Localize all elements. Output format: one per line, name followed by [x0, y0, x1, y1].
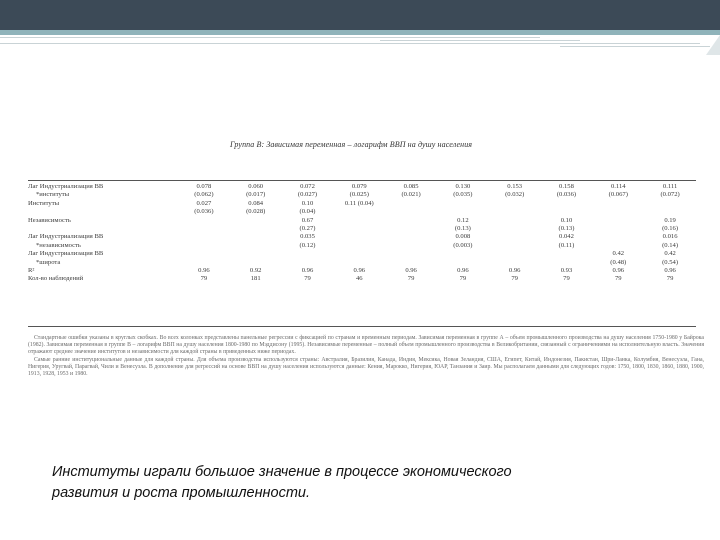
table-cell: (0.062) — [194, 191, 214, 199]
table-cell: 0.111 — [662, 183, 678, 190]
regression-table — [28, 183, 696, 284]
table-cell: 0.016 — [662, 233, 678, 241]
table-cell — [592, 225, 644, 233]
table-row — [28, 208, 696, 216]
table-cell: 0.084 — [248, 199, 264, 207]
header-decorative-lines — [0, 35, 720, 55]
corner-fold-icon — [706, 35, 720, 55]
table-cell — [333, 217, 385, 225]
table-cell — [178, 259, 230, 267]
table-cell: 0.96 — [664, 267, 676, 275]
table-cell — [592, 242, 644, 250]
table-cell: 79 — [666, 275, 674, 283]
table-cell: 0.96 — [301, 267, 314, 275]
table-cell: (0.017) — [246, 191, 266, 199]
row-label: *институты — [36, 191, 70, 199]
table-cell: 0.96 — [457, 267, 469, 275]
table-cell: 0.96 — [405, 267, 417, 275]
note-paragraph: Стандартные ошибки указаны в круглых скобках. Во всех колонках представлены панельные регрессии с фиксацией по странам и временным периодам. Зависимая переменная в группе А – объем промышленного производства на душу населения 1750-1980 у Байрока (1982). Зависимая переменная в группе В – логарифм ВВП на душу населения 1800-1980 по Мэддисону (1995). Независимые переменные – полный объем промышленного производства в Великобритании, связанный с ограничениями на исполнительную власть. Значения отражают среднее значение институтов и независимости для каждой страны в приведенных ниже периодах. — [28, 335, 704, 355]
table-cell: (0.04) — [299, 208, 316, 216]
slide-caption — [52, 462, 672, 504]
table-cell — [592, 233, 644, 241]
table-cell: 79 — [407, 275, 415, 283]
row-label — [28, 225, 178, 233]
table-bottom-rule — [28, 326, 696, 327]
table-cell — [489, 225, 541, 233]
table-cell: (0.021) — [401, 191, 421, 199]
table-cell: (0.035) — [453, 191, 473, 199]
table-cell: (0.003) — [453, 241, 473, 249]
table-cell — [385, 217, 437, 225]
table-cell — [592, 217, 644, 225]
caption-line: Институты играли большое значение в процессе экономического — [52, 464, 512, 480]
table-cell: (0.13) — [558, 225, 575, 233]
table-cell: 0.92 — [249, 267, 262, 275]
table-cell — [178, 250, 230, 258]
table-row — [28, 183, 696, 191]
table-cell: 0.085 — [403, 183, 419, 190]
table-cell — [333, 242, 385, 250]
table-cell — [230, 250, 282, 258]
table-cell: (0.028) — [246, 208, 266, 216]
table-cell — [489, 208, 541, 216]
table-cell: (0.067) — [608, 191, 628, 199]
table-cell — [178, 225, 230, 233]
table-row — [28, 225, 696, 233]
table-cell: 0.10 — [560, 216, 573, 224]
table-cell: 79 — [563, 275, 570, 283]
table-cell: 0.67 — [301, 216, 314, 224]
table-cell: 0.072 — [300, 183, 315, 190]
table-cell: 0.060 — [248, 183, 264, 190]
table-cell: (0.16) — [662, 225, 679, 233]
table-cell: (0.11) — [558, 241, 575, 249]
table-cell — [333, 233, 385, 241]
table-cell — [282, 259, 334, 267]
row-label: *независимость — [36, 241, 81, 249]
row-label: Лаг Индустриализация ВВ — [28, 183, 104, 190]
table-cell: 0.42 — [612, 250, 625, 258]
table-row — [28, 242, 696, 250]
table-cell — [385, 259, 437, 267]
table-cell: 0.96 — [508, 267, 521, 275]
table-cell — [230, 259, 282, 267]
row-label: Институты — [28, 199, 60, 207]
table-cell — [333, 225, 385, 233]
table-cell: (0.025) — [349, 191, 369, 199]
table-cell — [541, 208, 593, 216]
table-cell — [489, 242, 541, 250]
table-cell: 0.12 — [457, 216, 469, 224]
table-row — [28, 259, 696, 267]
table-cell: 79 — [614, 275, 622, 283]
table-cell — [385, 225, 437, 233]
table-row — [28, 267, 696, 275]
table-cell: 0.96 — [353, 267, 366, 275]
row-label: *широта — [36, 258, 61, 266]
table-cell — [385, 208, 437, 216]
row-label: Лаг Индустриализация ВВ — [28, 233, 104, 241]
table-cell: 0.42 — [664, 250, 676, 258]
table-cell: 79 — [304, 275, 311, 283]
table-cell: (0.027) — [297, 191, 318, 199]
table-row — [28, 200, 696, 208]
table-cell — [489, 217, 541, 225]
table-cell — [333, 250, 385, 258]
table-cell: 46 — [355, 275, 363, 283]
table-cell: (0.032) — [505, 191, 525, 199]
table-cell — [437, 259, 489, 267]
table-cell: 0.042 — [559, 233, 574, 241]
table-cell: 0.079 — [351, 183, 367, 190]
row-label: Кол-во наблюдений — [28, 275, 84, 283]
table-cell: 79 — [200, 275, 208, 283]
table-cell — [437, 200, 489, 208]
table-cell — [230, 225, 282, 233]
table-cell: 0.078 — [196, 183, 212, 190]
table-cell: 0.93 — [560, 267, 573, 275]
row-label — [28, 208, 178, 216]
table-cell: (0.13) — [454, 225, 471, 233]
table-cell — [230, 242, 282, 250]
table-cell: (0.036) — [194, 208, 214, 216]
caption-line: развития и роста промышленности. — [52, 485, 311, 501]
table-cell: (0.48) — [610, 258, 627, 266]
table-row — [28, 250, 696, 258]
table-cell: (0.27) — [299, 225, 316, 233]
table-cell — [333, 259, 385, 267]
table-cell — [592, 200, 644, 208]
table-cell — [437, 208, 489, 216]
table-cell: 0.96 — [612, 267, 625, 275]
table-cell — [282, 250, 334, 258]
table-cell: 181 — [250, 275, 261, 283]
table-cell — [437, 250, 489, 258]
table-cell: 0.114 — [610, 183, 626, 190]
table-cell: (0.036) — [556, 191, 577, 199]
table-cell — [178, 217, 230, 225]
table-cell — [489, 233, 541, 241]
table-cell: 0.11 (0.04) — [344, 199, 374, 207]
table-cell — [178, 242, 230, 250]
table-cell: (0.072) — [660, 191, 680, 199]
table-cell: 0.19 — [664, 216, 676, 224]
table-cell — [178, 233, 230, 241]
table-notes — [28, 335, 704, 379]
table-cell: 79 — [511, 275, 518, 283]
table-cell: 0.027 — [196, 199, 212, 207]
table-cell: (0.12) — [299, 241, 316, 249]
table-cell: (0.54) — [662, 258, 679, 266]
table-cell: 0.10 — [301, 199, 314, 207]
table-cell — [489, 200, 541, 208]
table-cell: (0.14) — [662, 241, 679, 249]
table-cell — [541, 259, 593, 267]
table-row — [28, 275, 696, 283]
table-row — [28, 217, 696, 225]
table-cell — [230, 233, 282, 241]
table-cell — [541, 200, 593, 208]
table-cell: 79 — [459, 275, 467, 283]
table-cell — [385, 233, 437, 241]
table-title: Группа В: Зависимая переменная – логарифм ВВП на душу населения — [230, 140, 473, 149]
table-cell — [385, 200, 437, 208]
table-cell: 0.153 — [507, 183, 523, 190]
table-cell: 0.035 — [300, 233, 315, 241]
table-cell — [489, 259, 541, 267]
row-label: Независимость — [28, 216, 71, 224]
row-label: Лаг Индустриализация ВВ — [28, 250, 104, 258]
table-cell — [333, 208, 385, 216]
table-cell: 0.008 — [455, 233, 471, 241]
table-row — [28, 191, 696, 199]
table-cell — [489, 250, 541, 258]
table-cell — [541, 250, 593, 258]
table-cell — [230, 217, 282, 225]
table-cell — [385, 250, 437, 258]
table-cell — [385, 242, 437, 250]
table-top-rule — [28, 180, 696, 181]
table-cell: 0.158 — [559, 183, 574, 190]
table-cell: 0.96 — [198, 267, 210, 275]
table-cell — [644, 208, 696, 216]
row-label: R² — [28, 267, 35, 275]
table-cell: 0.130 — [455, 183, 471, 190]
table-cell — [592, 208, 644, 216]
table-cell — [644, 200, 696, 208]
table-row — [28, 233, 696, 241]
slide-header-bar — [0, 0, 720, 30]
note-paragraph: Самые ранние институциональные данные для каждой страны. Для объема производства используются страны: Австралия, Бразилия, Канада, Индия, Мексика, Новая Зеландия, США, Египет, Китай, Индонезия, Пакистан, Шри-Ланка, Колумбия, Венесуэла, Гана, Нигерия, Уругвай, Парагвай, Чили и Венесуэла. В дополнение для регрессий на основе ВВП на душу населения используются данные: Кения, Марокко, Нигерия, ЮАР, Танзания и Заир. Мы располагаем данными для следующих годов: 1750, 1800, 1830, 1860, 1880, 1900, 1913, 1928, 1953 и 1980. — [28, 357, 704, 377]
